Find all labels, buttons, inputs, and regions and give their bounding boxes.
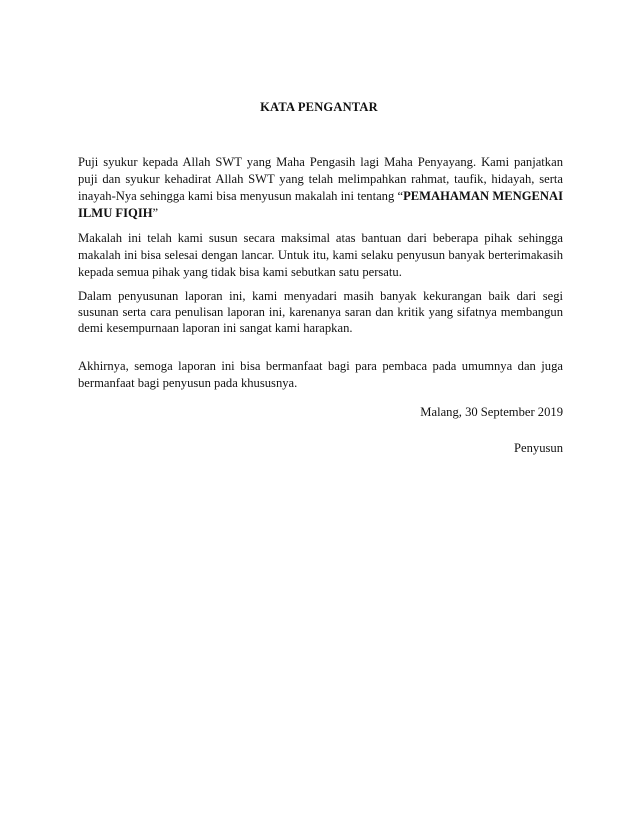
paragraph-opening-text: Puji syukur kepada Allah SWT yang Maha Pengasih lagi Maha Penyayang. Kami panjatkan puji dan syukur kehadirat Allah SWT yang telah melimpahkan rahmat, taufik, hidayah, serta inayah-Nya sehingga kami bisa menyusun makalah ini tentang “: [78, 155, 563, 203]
author-signature-label: Penyusun: [514, 441, 563, 455]
paragraph-limitations: Dalam penyusunan laporan ini, kami menyadari masih banyak kekurangan baik dari segi susunan serta cara penulisan laporan ini, karenanya saran dan kritik yang sifatnya membangun demi kesempurnaan laporan ini sangat kami harapkan.: [78, 289, 563, 335]
place-date: Malang, 30 September 2019: [420, 405, 563, 419]
page-title: KATA PENGANTAR: [260, 100, 378, 114]
paper-topic-title: PEMAHAMAN MENGENAI ILMU FIQIH: [78, 189, 563, 220]
paragraph-acknowledgement: Makalah ini telah kami susun secara maksimal atas bantuan dari beberapa pihak sehingga makalah ini bisa selesai dengan lancar. Untuk itu, kami selaku penyusun banyak berterimakasih kepada semua pihak yang tidak bisa kami sebutkan satu persatu.: [78, 231, 563, 279]
paragraph-closing: Akhirnya, semoga laporan ini bisa bermanfaat bagi para pembaca pada umumnya dan juga bermanfaat bagi penyusun pada khususnya.: [78, 359, 563, 390]
paragraph-opening: [78, 154, 563, 222]
closing-quote: ”: [152, 206, 159, 220]
